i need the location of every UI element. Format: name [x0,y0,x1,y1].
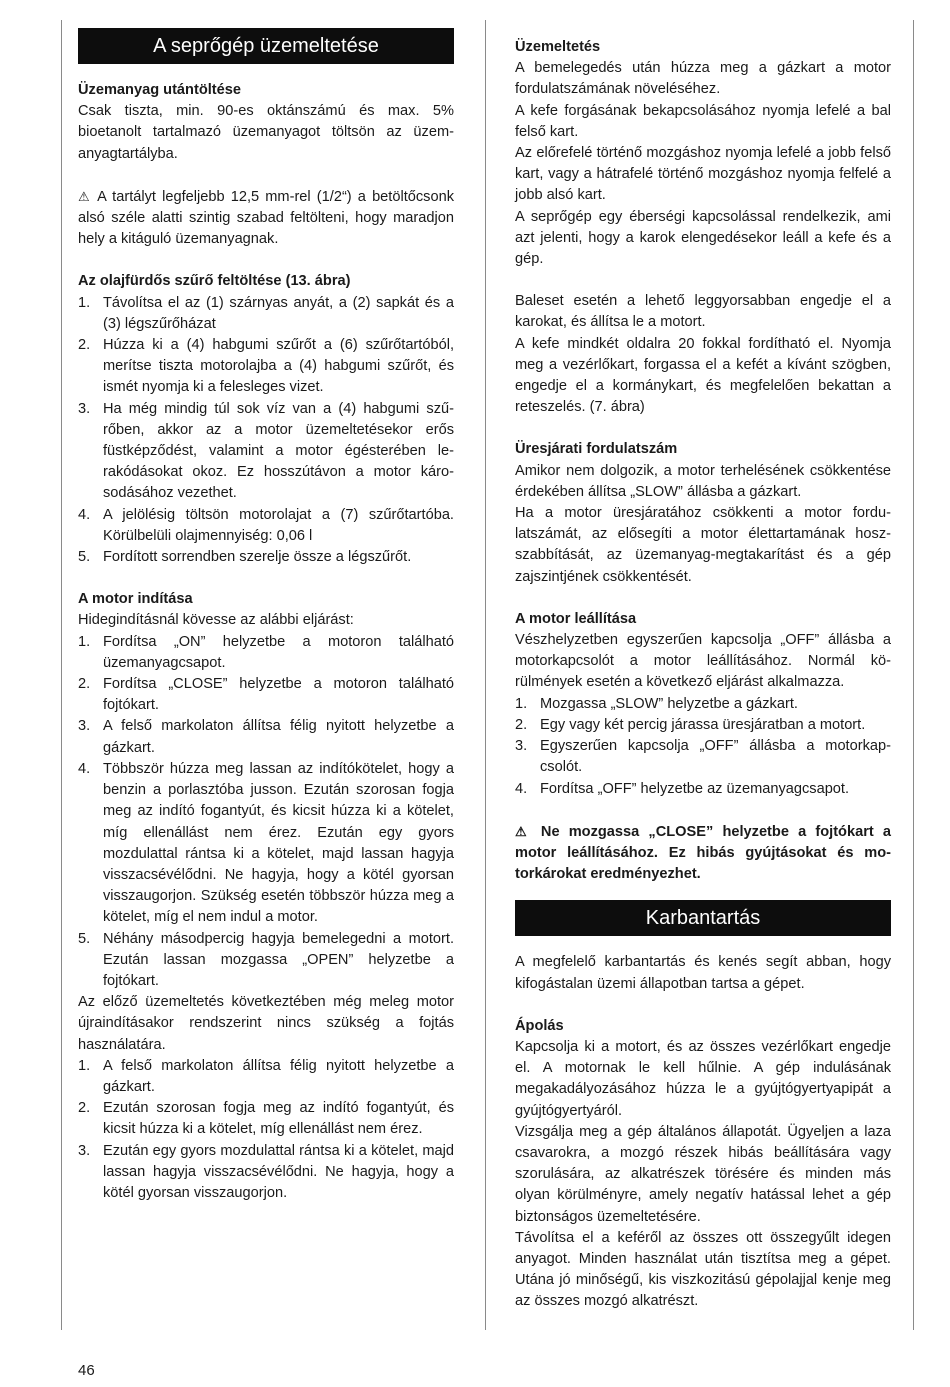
list-item: 3. Ezután egy gyors mozdulattal rántsa ki a kötelet, majd lassan hagyja visszacsévélődni. Ne hagyja, hogy a kötél gyorsan visszaugorjon. [78,1142,454,1201]
operation-para: A kefe mindkét oldalra 20 fokkal fordítható el. Nyomja meg a vezérlőkart, forgassa el a kefét a kívánt szögben, engedje el a kormánykart, és megfelelően bekattan a reteszelés. (7. ábra) [515,335,891,416]
section-title-operation: A seprőgép üzemeltetése [78,28,454,64]
list-item: 3. A felső markolaton állítsa félig nyitott helyzetbe a gázkart. [78,718,454,756]
list-item: 1. A felső markolaton állítsa félig nyitott helyzetbe a gázkart. [78,1057,454,1095]
fuel-heading: Üzemanyag utántöltése [78,82,242,98]
warning-icon: ⚠ [78,188,92,204]
care-heading: Ápolás [515,1017,564,1034]
page-number: 46 [78,1362,95,1379]
start-list [78,632,454,992]
list-item: 5. Fordított sorrendben szerelje össze a légszűrőt. [78,549,412,566]
list-item: 3. Ha még mindig túl sok víz van a (4) habgumi szűrőben, akkor az a motor üzemeltetésekor erős füstképződést, valamint a motor égésterében lerakódásokat okoz. Ez hosszútávon a motor károsodásához vezethet. [78,400,454,502]
stop-text: Vészhelyzetben egyszerűen kapcsolja „OFF” állásba a motorkapcsolót a motor leállításához. Normál körülmények esetén a következő eljárást alkalmazza. [515,632,891,691]
care-para: Kapcsolja ki a motort, és az összes vezérlőkart engedje el. A motornak le kell hűlnie. A gép indulásának megakadályozásához húzza le a gyújtógyertyapipát a gyújtógyertyáról. [515,1038,891,1119]
operation-para: A kefe forgásának bekapcsolásához nyomja lefelé a bal felső kart. [515,102,891,140]
list-item: 2. Húzza ki a (4) habgumi szűrőt a (6) szűrőtartóból, merítse tiszta motorolajba a (4) habgumi szűrőt, és ismét nyomja ki a felesleges vizet. [78,337,454,396]
operation-heading: Üzemeltetés [515,39,601,55]
left-column-rule [61,20,62,1330]
operation-para: A seprőgép egy éberségi kapcsolással rendelkezik, ami azt jelenti, hogy a karok elengedésekor leáll a kefe és a gép. [515,208,891,268]
list-item: 1. Mozgassa „SLOW” helyzetbe a gázkart. [515,695,798,712]
fuel-text: Csak tiszta, min. 90-es oktánszámú és max. 5% bioetanolt tartalmazó üzemanyagot töltsön az üzemanyagtartályba. [78,103,454,162]
operation-para: Baleset esetén a lehető leggyorsabban engedje el a karokat, és állítsa le a motort. [515,293,891,331]
start-heading: A motor indítása [78,591,193,608]
right-column [515,37,891,1313]
right-column-rule [913,20,914,1330]
warm-start-text: Az előző üzemeltetés következtében még meleg motor újraindításakor rendszerint nincs szükség a fojtás használatára. [78,994,454,1053]
operation-para: Az előrefelé történő mozgáshoz nyomja lefelé a jobb felső kart, vagy a hátrafelé történő mozgáshoz nyomja felfelé a jobb alsó kart. [515,145,891,204]
list-item: 4. Fordítsa „OFF” helyzetbe az üzemanyagcsapot. [515,780,850,797]
oilfilter-list [78,293,454,569]
stop-heading: A motor leállítása [515,610,637,627]
maintenance-text: A megfelelő karbantartás és kenés segít abban, hogy kifogástalan üzemi állapotban tartsa a gépet. [515,954,891,992]
stop-warning: ⚠ Ne mozgassa „CLOSE” helyzetbe a fojtókart a motor leállításához. Ez hibás gyújtásokat és motorkárokat eredményezhet. [515,823,891,883]
warm-start-list [78,1056,454,1204]
list-item: 2. Fordítsa „CLOSE” helyzetbe a motoron található fojtókart. [78,676,454,714]
list-item: 4. Többször húzza meg lassan az indítókötelet, hogy a benzin a porlasztóba jusson. Ezután szorosan fogja meg az indító fogantyút, és kicsit húzza ki a kötelet, míg ellenállást nem érez. Ezután egy gyors mozdulattal rántsa ki a kötelet, majd lassan hagyja visszacsévélődni. Ne hagyja, hogy a kötél gyorsan visszaugorjon. Szükség esetén többször húzza meg a kötelet, míg el nem indul a motor. [78,760,454,926]
section-title-maintenance: Karbantartás [515,900,891,936]
fuel-warning: ⚠ A tartályt legfeljebb 12,5 mm-rel (1/2“) a betöltőcsonk alsó széle alatti szintig szabad feltölteni, hogy maradjon hely a kitáguló üzemanyagnak. [78,188,455,248]
stop-list [515,694,891,800]
list-item: 2. Ezután szorosan fogja meg az indító fogantyút, és kicsit húzza ki a kötelet, míg ellenállást nem érez. [78,1100,454,1138]
list-item: 1. Távolítsa el az (1) szárnyas anyát, a (2) sapkát és a (3) légszűrőházat [78,294,454,332]
idle-heading: Üresjárati fordulatszám [515,441,678,458]
idle-para: Amikor nem dolgozik, a motor terhelésének csökkentése érdekében állítsa „SLOW” állásba a gázkart. [515,462,891,500]
care-para: Távolítsa el a keféről az összes ott összegyűlt idegen anyagot. Minden használat után tisztítsa meg a gépet. Utána jó minőségű, kis viszkozitású gépolajjal kenje meg az összes mozgó alkatrészt. [515,1229,891,1310]
list-item: 1. Fordítsa „ON” helyzetbe a motoron található üzemanyagcsapot. [78,633,454,671]
idle-para: Ha a motor üresjáratához csökkenti a motor fordulatszámát, az elősegíti a motor élettartamának hoszszabbítását, az üzemanyag-megtakarítást és a gép zajszintjének csökkentését. [515,505,891,585]
list-item: 2. Egy vagy két percig járassa üresjáratban a motort. [515,716,866,733]
list-item: 5. Néhány másodpercig hagyja bemelegedni a motort. Ezután lassan mozgassa „OPEN” helyzetbe a fojtókart. [78,930,454,989]
center-column-rule [485,20,486,1330]
warning-icon: ⚠ [515,823,532,839]
care-para: Vizsgálja meg a gép általános állapotát. Ügyeljen a laza csavarokra, a mozgó részek hibás beállítására vagy szorulására, az alkatrészek törésére és minden más olyan körülményre, amely negatív hatással lehet a gép biztonságos üzemeltetésére. [515,1123,891,1225]
oilfilter-heading: Az olajfürdős szűrő feltöltése (13. ábra) [78,273,351,290]
left-column [78,28,454,1204]
list-item: 3. Egyszerűen kapcsolja „OFF” állásba a motorkapcsolót. [515,738,891,776]
list-item: 4. A jelölésig töltsön motorolajat a (7) szűrőtartóba. Körülbelüli olajmennyiség: 0,06 l [78,506,454,544]
start-intro: Hidegindításnál kövesse az alábbi eljárást: [78,612,354,629]
operation-para: A bemelegedés után húzza meg a gázkart a motor fordulatszámának növeléséhez. [515,60,891,98]
